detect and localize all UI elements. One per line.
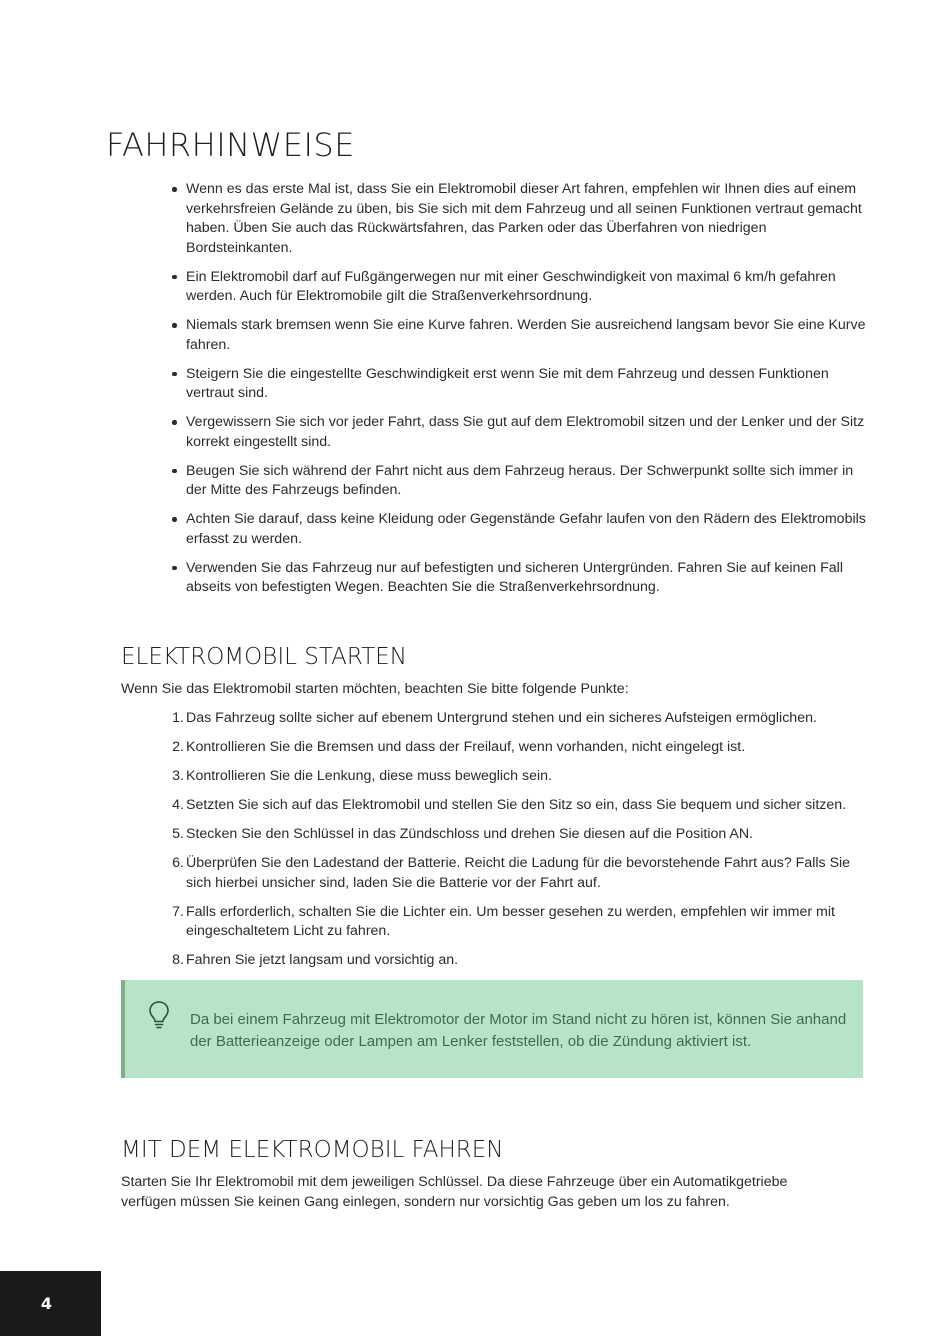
list-item <box>172 951 866 971</box>
list-item <box>172 767 866 787</box>
page-title: FAHRHINWEISE <box>106 126 355 164</box>
step-number: 2. <box>172 739 184 755</box>
step-number: 5. <box>172 826 184 842</box>
step-text: Stecken Sie den Schlüssel in das Zündschloss und drehen Sie diesen auf die Position AN. <box>186 826 754 842</box>
list-item: Achten Sie darauf, dass keine Kleidung oder Gegenstände Gefahr laufen von den Rädern des Elektromobils erfasst zu werden. <box>186 510 866 549</box>
drive-section-text: Starten Sie Ihr Elektromobil mit dem jeweiligen Schlüssel. Da diese Fahrzeuge über ein Automatikgetriebe verfügen müssen Sie keinen Gang einlegen, sondern nur vorsichtig Gas geben um los zu fahren. <box>121 1174 788 1210</box>
tip-text: Da bei einem Fahrzeug mit Elektromotor der Motor im Stand nicht zu hören ist, können Sie anhand der Batterieanzeige oder Lampen am Lenker feststellen, ob die Zündung aktiviert ist. <box>190 1011 847 1050</box>
page-number <box>0 1271 101 1336</box>
list-item <box>172 903 866 942</box>
list-item: Niemals stark bremsen wenn Sie eine Kurve fahren. Werden Sie ausreichend langsam bevor Sie eine Kurve fahren. <box>186 316 866 355</box>
list-item: Beugen Sie sich während der Fahrt nicht aus dem Fahrzeug heraus. Der Schwerpunkt sollte sich immer in der Mitte des Fahrzeugs befinden. <box>186 462 866 501</box>
list-item: Wenn es das erste Mal ist, dass Sie ein Elektromobil dieser Art fahren, empfehlen wir Ihnen dies auf einem verkehrsfreien Gelände zu üben, bis Sie sich mit dem Fahrzeug und all seinen Funktionen vertraut gemacht haben. Üben Sie auch das Rückwärtsfahren, das Parken oder das Überfahren von niedrigen Bordsteinkanten. <box>186 180 866 258</box>
step-text: Kontrollieren Sie die Lenkung, diese muss beweglich sein. <box>186 768 552 784</box>
list-item: Verwenden Sie das Fahrzeug nur auf befestigten und sicheren Untergründen. Fahren Sie auf keinen Fall abseits von befestigten Wegen. Beachten Sie die Straßenverkehrsordnung. <box>186 559 866 598</box>
step-number: 4. <box>172 797 184 813</box>
step-text: Falls erforderlich, schalten Sie die Lichter ein. Um besser gesehen zu werden, empfehlen wir immer mit eingeschaltetem Licht zu fahren. <box>186 903 835 939</box>
list-item: Ein Elektromobil darf auf Fußgängerwegen nur mit einer Geschwindigkeit von maximal 6 km/h gefahren werden. Auch für Elektromobile gilt die Straßenverkehrsordnung. <box>186 268 866 307</box>
step-text: Überprüfen Sie den Ladestand der Batterie. Reicht die Ladung für die bevorstehende Fahrt aus? Falls Sie sich hierbei unsicher sind, laden Sie die Batterie vor der Fahrt auf. <box>186 855 851 891</box>
step-number: 7. <box>172 903 184 920</box>
drive-section-title: MIT DEM ELEKTROMOBIL FAHREN <box>121 1137 504 1163</box>
step-number: 3. <box>172 768 184 784</box>
list-item <box>172 825 866 845</box>
step-text: Das Fahrzeug sollte sicher auf ebenem Untergrund stehen und ein sicheres Aufsteigen ermöglichen. <box>186 710 817 726</box>
list-item <box>172 738 866 758</box>
step-number: 6. <box>172 855 184 871</box>
page-number-label: 4 <box>40 1294 53 1313</box>
step-number: 8. <box>172 952 184 968</box>
list-item: Vergewissern Sie sich vor jeder Fahrt, dass Sie gut auf dem Elektromobil sitzen und der Lenker und der Sitz korrekt eingestellt sind. <box>186 413 866 452</box>
list-item <box>172 796 866 816</box>
step-text: Fahren Sie jetzt langsam und vorsichtig an. <box>186 952 459 968</box>
list-item <box>172 709 866 729</box>
list-item <box>172 854 866 893</box>
lightbulb-icon <box>148 1000 170 1030</box>
step-number: 1. <box>172 710 184 726</box>
driving-hints-list <box>186 180 866 607</box>
start-section-title: ELEKTROMOBIL STARTEN <box>121 644 407 670</box>
step-text: Kontrollieren Sie die Bremsen und dass der Freilauf, wenn vorhanden, nicht eingelegt ist. <box>186 739 746 755</box>
start-section-intro: Wenn Sie das Elektromobil starten möchten, beachten Sie bitte folgende Punkte: <box>121 681 629 697</box>
step-text: Setzten Sie sich auf das Elektromobil und stellen Sie den Sitz so ein, dass Sie bequem und sicher sitzen. <box>186 797 847 813</box>
list-item: Steigern Sie die eingestellte Geschwindigkeit erst wenn Sie mit dem Fahrzeug und dessen Funktionen vertraut sind. <box>186 365 866 404</box>
start-steps-list <box>172 709 866 980</box>
tip-callout <box>121 980 863 1078</box>
